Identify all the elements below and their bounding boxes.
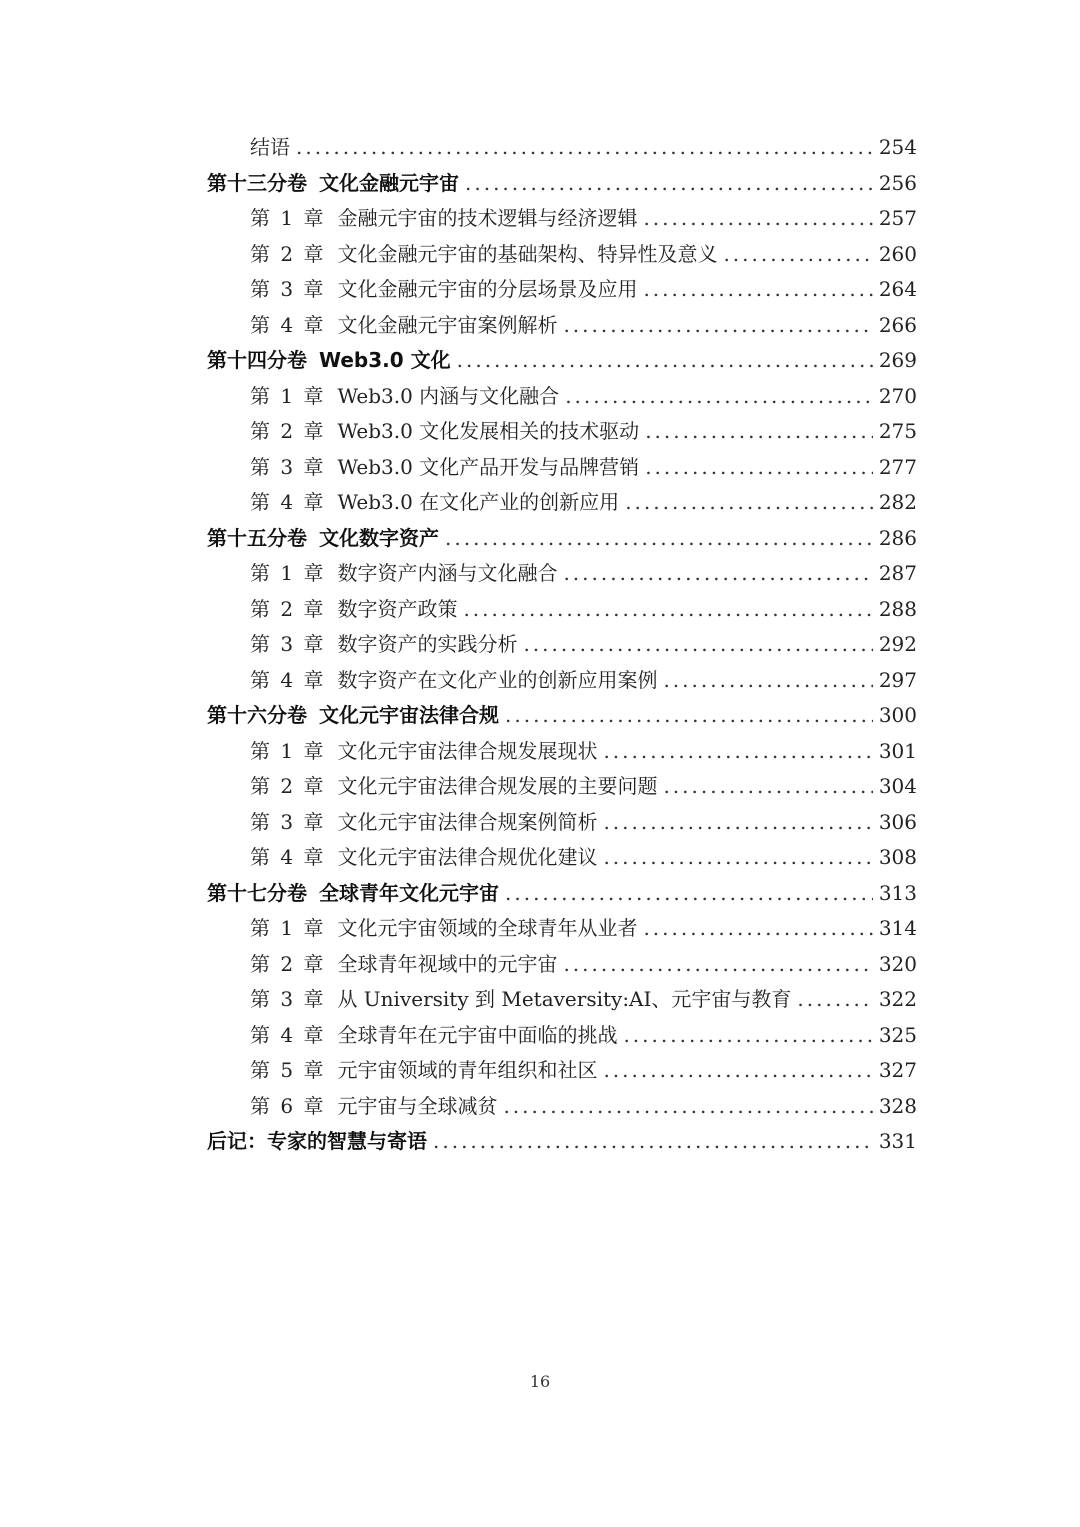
toc-chapter-entry[interactable]	[207, 414, 917, 450]
toc-page-number: 308	[878, 845, 917, 869]
toc-entry-text: 全球青年在元宇宙中面临的挑战	[337, 1022, 618, 1047]
toc-entry-text: 全球青年文化元宇宙	[319, 880, 499, 905]
toc-page-number: 313	[878, 880, 917, 905]
dot-leader	[623, 1018, 872, 1054]
dot-leader	[563, 556, 872, 592]
dot-leader	[625, 485, 873, 521]
toc-chapter-entry[interactable]	[207, 840, 917, 876]
toc-entry-number: 第 5 章	[250, 1058, 326, 1082]
toc-entry-title	[250, 414, 639, 450]
toc-volume-entry[interactable]	[207, 166, 917, 202]
toc-page-number: 256	[878, 170, 917, 195]
toc-page-number: 287	[878, 561, 917, 585]
toc-page-number: 270	[878, 383, 917, 408]
dot-leader	[503, 1089, 872, 1125]
toc-entry-title	[250, 272, 637, 308]
toc-entry-title	[207, 1124, 427, 1160]
toc-entry-text: 后记：专家的智慧与寄语	[207, 1129, 427, 1153]
toc-entry-number: 第十五分卷	[207, 525, 307, 550]
toc-entry-number: 第 4 章	[250, 667, 326, 692]
dot-leader	[643, 272, 872, 308]
toc-entry-number: 第 4 章	[250, 312, 326, 337]
toc-entry-text: 数字资产在文化产业的创新应用案例	[337, 667, 658, 692]
toc-chapter-entry[interactable]	[207, 308, 917, 344]
toc-entry-text: 文化金融元宇宙的基础架构、特异性及意义	[337, 241, 718, 266]
toc-page-number: 297	[878, 667, 917, 692]
toc-entry-number: 第 4 章	[250, 490, 326, 514]
table-of-contents	[207, 130, 917, 1160]
toc-entry-number: 第 1 章	[250, 383, 326, 408]
toc-entry-number: 第十四分卷	[207, 348, 307, 372]
dot-leader	[463, 592, 872, 628]
toc-page-number: 301	[878, 738, 917, 763]
dot-leader	[433, 1124, 873, 1160]
toc-entry-number: 第 6 章	[250, 1093, 326, 1118]
toc-page-number: 325	[878, 1022, 917, 1047]
toc-page-number: 314	[878, 916, 917, 940]
toc-page-number: 322	[878, 987, 917, 1011]
toc-page-number: 282	[878, 490, 917, 514]
toc-page-number: 266	[878, 312, 917, 337]
toc-entry-number: 第 1 章	[250, 738, 326, 763]
dot-leader	[723, 237, 872, 273]
toc-entry-title	[250, 1018, 617, 1054]
toc-entry-number: 第 1 章	[250, 206, 326, 230]
page-number: 16	[529, 1372, 551, 1391]
toc-volume-entry[interactable]	[207, 876, 917, 912]
toc-chapter-entry[interactable]	[207, 379, 917, 415]
toc-volume-entry[interactable]	[207, 1124, 917, 1160]
toc-page-number: 254	[878, 135, 917, 159]
toc-volume-entry[interactable]	[207, 343, 917, 379]
toc-chapter-entry[interactable]	[207, 450, 917, 486]
toc-page-number: 320	[878, 951, 917, 976]
toc-chapter-entry[interactable]	[207, 805, 917, 841]
toc-page-number: 260	[878, 241, 917, 266]
dot-leader	[603, 805, 872, 841]
toc-page-number: 264	[878, 277, 917, 301]
toc-chapter-entry[interactable]	[207, 485, 917, 521]
toc-page-number: 269	[878, 348, 917, 372]
toc-entry-title	[250, 130, 290, 166]
toc-chapter-entry[interactable]	[207, 1089, 917, 1125]
toc-entry-text: 文化金融元宇宙案例解析	[337, 312, 558, 337]
dot-leader	[523, 627, 872, 663]
toc-entry-text: 文化元宇宙法律合规发展现状	[337, 738, 598, 763]
dot-leader	[645, 414, 873, 450]
dot-leader	[565, 379, 873, 415]
toc-chapter-entry[interactable]	[207, 734, 917, 770]
toc-entry-number: 第 2 章	[250, 951, 326, 976]
toc-entry-number: 第 1 章	[250, 561, 326, 585]
toc-entry-text: 元宇宙领域的青年组织和社区	[337, 1058, 598, 1082]
toc-entry-number: 第 2 章	[250, 241, 326, 266]
toc-entry-text: 数字资产政策	[337, 596, 458, 621]
toc-chapter-entry[interactable]	[207, 1053, 917, 1089]
toc-entry-title	[250, 805, 597, 841]
toc-entry-text: Web3.0 在文化产业的创新应用	[337, 490, 620, 514]
toc-chapter-entry[interactable]	[207, 663, 917, 699]
toc-page-number: 275	[878, 419, 917, 443]
toc-page-number: 300	[878, 703, 917, 727]
toc-chapter-entry[interactable]	[207, 272, 917, 308]
dot-leader	[663, 663, 872, 699]
toc-chapter-entry[interactable]	[207, 1018, 917, 1054]
dot-leader	[603, 840, 872, 876]
dot-leader	[563, 308, 872, 344]
toc-entry-title	[207, 876, 499, 912]
toc-page-number: 292	[878, 632, 917, 656]
toc-entry-number: 第 3 章	[250, 454, 326, 479]
dot-leader	[603, 1053, 872, 1089]
toc-page-number: 277	[878, 454, 917, 479]
toc-entry-text: 全球青年视域中的元宇宙	[337, 951, 558, 976]
toc-page-number: 331	[878, 1129, 917, 1153]
dot-leader	[296, 130, 873, 166]
toc-entry-title	[250, 947, 557, 983]
toc-entry-text: 数字资产的实践分析	[337, 632, 518, 656]
toc-entry-text: Web3.0 文化发展相关的技术驱动	[337, 419, 640, 443]
toc-chapter-entry[interactable]	[207, 556, 917, 592]
toc-entry-number: 第 4 章	[250, 1022, 326, 1047]
toc-entry-text: 文化金融元宇宙的分层场景及应用	[337, 277, 638, 301]
toc-entry-number: 第 2 章	[250, 419, 326, 443]
toc-entry-text: 元宇宙与全球减贫	[337, 1093, 498, 1118]
toc-chapter-entry[interactable]	[207, 592, 917, 628]
toc-entry-title	[250, 379, 559, 415]
toc-entry-text: 文化元宇宙领域的全球青年从业者	[337, 916, 638, 940]
toc-entry-text: Web3.0 文化产品开发与品牌营销	[337, 454, 640, 479]
toc-entry-title	[207, 521, 439, 557]
toc-entry-title	[250, 911, 637, 947]
toc-chapter-entry[interactable]	[207, 911, 917, 947]
dot-leader	[445, 521, 873, 557]
toc-entry-text: 文化元宇宙法律合规案例简析	[337, 809, 598, 834]
toc-entry-text: 从 University 到 Metaversity:AI、元宇宙与教育	[337, 987, 792, 1011]
toc-entry-title	[207, 698, 499, 734]
toc-chapter-entry[interactable]	[207, 201, 917, 237]
toc-page-number: 304	[878, 774, 917, 798]
toc-page-number: 286	[878, 525, 917, 550]
dot-leader	[663, 769, 872, 805]
toc-chapter-entry[interactable]	[207, 947, 917, 983]
toc-entry-title	[250, 237, 717, 273]
toc-entry-text: Web3.0 文化	[319, 348, 451, 372]
toc-entry-number: 第 2 章	[250, 596, 326, 621]
dot-leader	[505, 876, 873, 912]
toc-entry-number: 第 3 章	[250, 809, 326, 834]
toc-volume-entry[interactable]	[207, 698, 917, 734]
toc-entry-number: 第 3 章	[250, 987, 326, 1011]
toc-entry-number: 第十七分卷	[207, 880, 307, 905]
toc-entry-text: Web3.0 内涵与文化融合	[337, 383, 560, 408]
toc-entry-number: 第 4 章	[250, 845, 326, 869]
toc-entry-title	[250, 485, 619, 521]
toc-chapter-entry[interactable]	[207, 982, 917, 1018]
toc-entry-title	[250, 592, 457, 628]
dot-leader	[645, 450, 873, 486]
dot-leader	[563, 947, 872, 983]
toc-entry-title	[250, 734, 597, 770]
dot-leader	[603, 734, 872, 770]
toc-entry-number: 第 1 章	[250, 916, 326, 940]
toc-entry-text: 文化金融元宇宙	[319, 170, 459, 195]
toc-entry-number: 第 3 章	[250, 277, 326, 301]
toc-entry-title	[250, 201, 637, 237]
toc-entry-title	[250, 982, 791, 1018]
toc-entry-title	[250, 1053, 597, 1089]
toc-page-number: 257	[878, 206, 917, 230]
toc-chapter-entry[interactable]	[207, 130, 917, 166]
toc-entry-title	[250, 769, 657, 805]
toc-page-number: 306	[878, 809, 917, 834]
toc-entry-text: 文化数字资产	[319, 525, 439, 550]
toc-entry-title	[250, 1089, 497, 1125]
toc-entry-title	[250, 663, 657, 699]
toc-entry-title	[207, 166, 459, 202]
toc-entry-text: 结语	[250, 135, 290, 159]
toc-entry-number: 第十六分卷	[207, 703, 307, 727]
dot-leader	[457, 343, 873, 379]
toc-page-number: 288	[878, 596, 917, 621]
toc-entry-number: 第十三分卷	[207, 170, 307, 195]
dot-leader	[643, 911, 872, 947]
toc-entry-text: 文化元宇宙法律合规	[319, 703, 499, 727]
toc-entry-title	[207, 343, 451, 379]
toc-entry-text: 金融元宇宙的技术逻辑与经济逻辑	[337, 206, 638, 230]
toc-entry-text: 文化元宇宙法律合规发展的主要问题	[337, 774, 658, 798]
toc-chapter-entry[interactable]	[207, 237, 917, 273]
toc-volume-entry[interactable]	[207, 521, 917, 557]
dot-leader	[643, 201, 872, 237]
toc-entry-number: 第 2 章	[250, 774, 326, 798]
toc-chapter-entry[interactable]	[207, 627, 917, 663]
toc-chapter-entry[interactable]	[207, 769, 917, 805]
toc-entry-number: 第 3 章	[250, 632, 326, 656]
toc-entry-title	[250, 450, 639, 486]
toc-entry-title	[250, 840, 597, 876]
toc-entry-title	[250, 627, 517, 663]
toc-page-number: 328	[878, 1093, 917, 1118]
dot-leader	[465, 166, 873, 202]
toc-entry-text: 文化元宇宙法律合规优化建议	[337, 845, 598, 869]
toc-page-number: 327	[878, 1058, 917, 1082]
toc-entry-text: 数字资产内涵与文化融合	[337, 561, 558, 585]
toc-entry-title	[250, 556, 557, 592]
dot-leader	[797, 982, 872, 1018]
dot-leader	[505, 698, 873, 734]
toc-entry-title	[250, 308, 557, 344]
